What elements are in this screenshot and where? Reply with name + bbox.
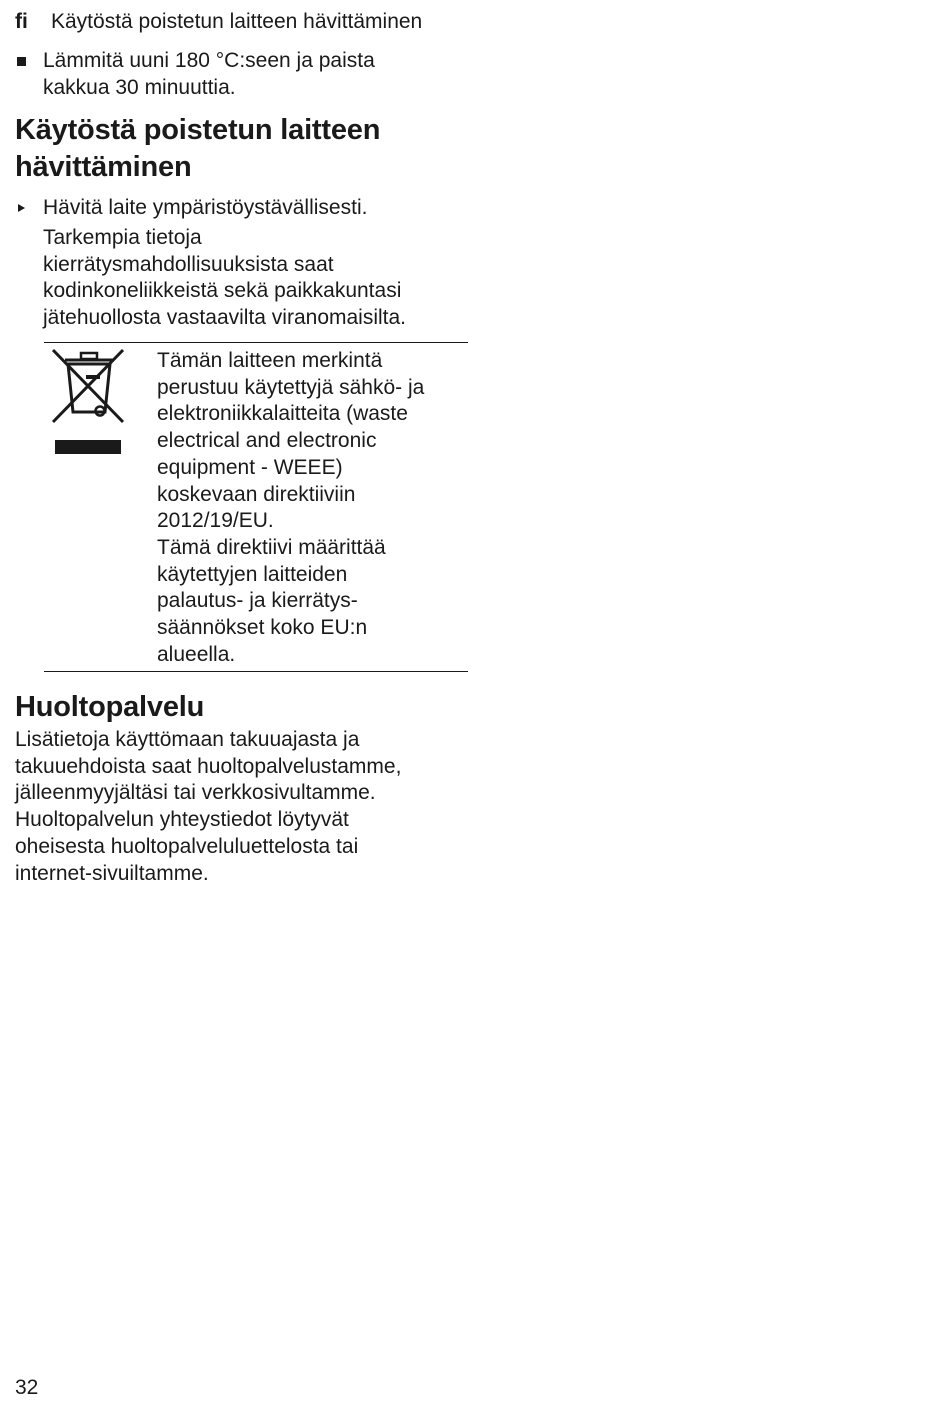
disposal-detail — [43, 225, 406, 332]
service-body-line: oheisesta huoltopalveluluettelosta tai — [15, 834, 359, 858]
crossed-out-wheelie-bin-icon — [50, 347, 126, 457]
disposal-detail-line: jätehuollosta vastaavilta viranomaisilta. — [43, 306, 407, 330]
intro-bullet-line: Lämmitä uuni 180 °C:seen ja paista — [43, 49, 375, 72]
weee-note-line: perustuu käytettyjä sähkö- ja — [157, 375, 425, 399]
running-header-title: Käytöstä poistetun laitteen hävittäminen — [51, 10, 423, 33]
service-body-line: Lisätietoja käyttömaan takuuajasta ja — [15, 728, 360, 751]
language-code: fi — [15, 10, 28, 33]
weee-note-line: 2012/19/EU. — [157, 509, 274, 533]
disposal-heading — [15, 112, 380, 186]
weee-note-line: Tämän laitteen merkintä — [157, 349, 383, 372]
service-body-line: takuuehdoista saat huoltopalvelustamme, — [15, 754, 402, 778]
triangle-bullet-icon — [18, 204, 25, 212]
disposal-detail-line: Tarkempia tietoja — [43, 226, 202, 249]
disposal-heading-line: Käytöstä poistetun laitteen — [15, 114, 381, 146]
weee-bottom-rule — [44, 671, 468, 672]
square-bullet-icon — [17, 57, 26, 66]
intro-bullet-line: kakkua 30 minuuttia. — [43, 75, 236, 99]
disposal-action: Hävitä laite ympäristöystävällisesti. — [43, 196, 368, 219]
intro-bullet-text — [43, 48, 375, 101]
service-body-line: Huoltopalvelun yhteystiedot löytyvät — [15, 808, 349, 832]
weee-note-line: käytettyjen laitteiden — [157, 562, 348, 586]
weee-top-rule — [44, 342, 468, 343]
weee-note-line: equipment - WEEE) — [157, 455, 343, 479]
weee-note-line: säännökset koko EU:n — [157, 616, 368, 640]
weee-note-line: koskevaan direktiiviin — [157, 482, 356, 506]
weee-note — [157, 348, 424, 668]
weee-note-line: electrical and electronic — [157, 429, 377, 453]
page-number: 32 — [15, 1376, 39, 1399]
weee-note-line: alueella. — [157, 642, 236, 666]
disposal-detail-line: kodinkoneliikkeistä sekä paikkakuntasi — [43, 279, 402, 303]
weee-note-line: palautus- ja kierrätys- — [157, 589, 358, 613]
service-body — [15, 727, 401, 887]
disposal-heading-line: hävittäminen — [15, 151, 192, 183]
disposal-detail-line: kierrätysmahdollisuuksista saat — [43, 252, 334, 276]
running-header — [15, 8, 422, 36]
service-heading: Huoltopalvelu — [15, 691, 205, 723]
service-body-line: jälleenmyyjältäsi tai verkkosivultamme. — [15, 781, 376, 805]
weee-note-line: elektroniikkalaitteita (waste — [157, 402, 408, 426]
weee-note-line: Tämä direktiivi määrittää — [157, 535, 386, 559]
service-body-line: internet-sivuiltamme. — [15, 861, 209, 885]
